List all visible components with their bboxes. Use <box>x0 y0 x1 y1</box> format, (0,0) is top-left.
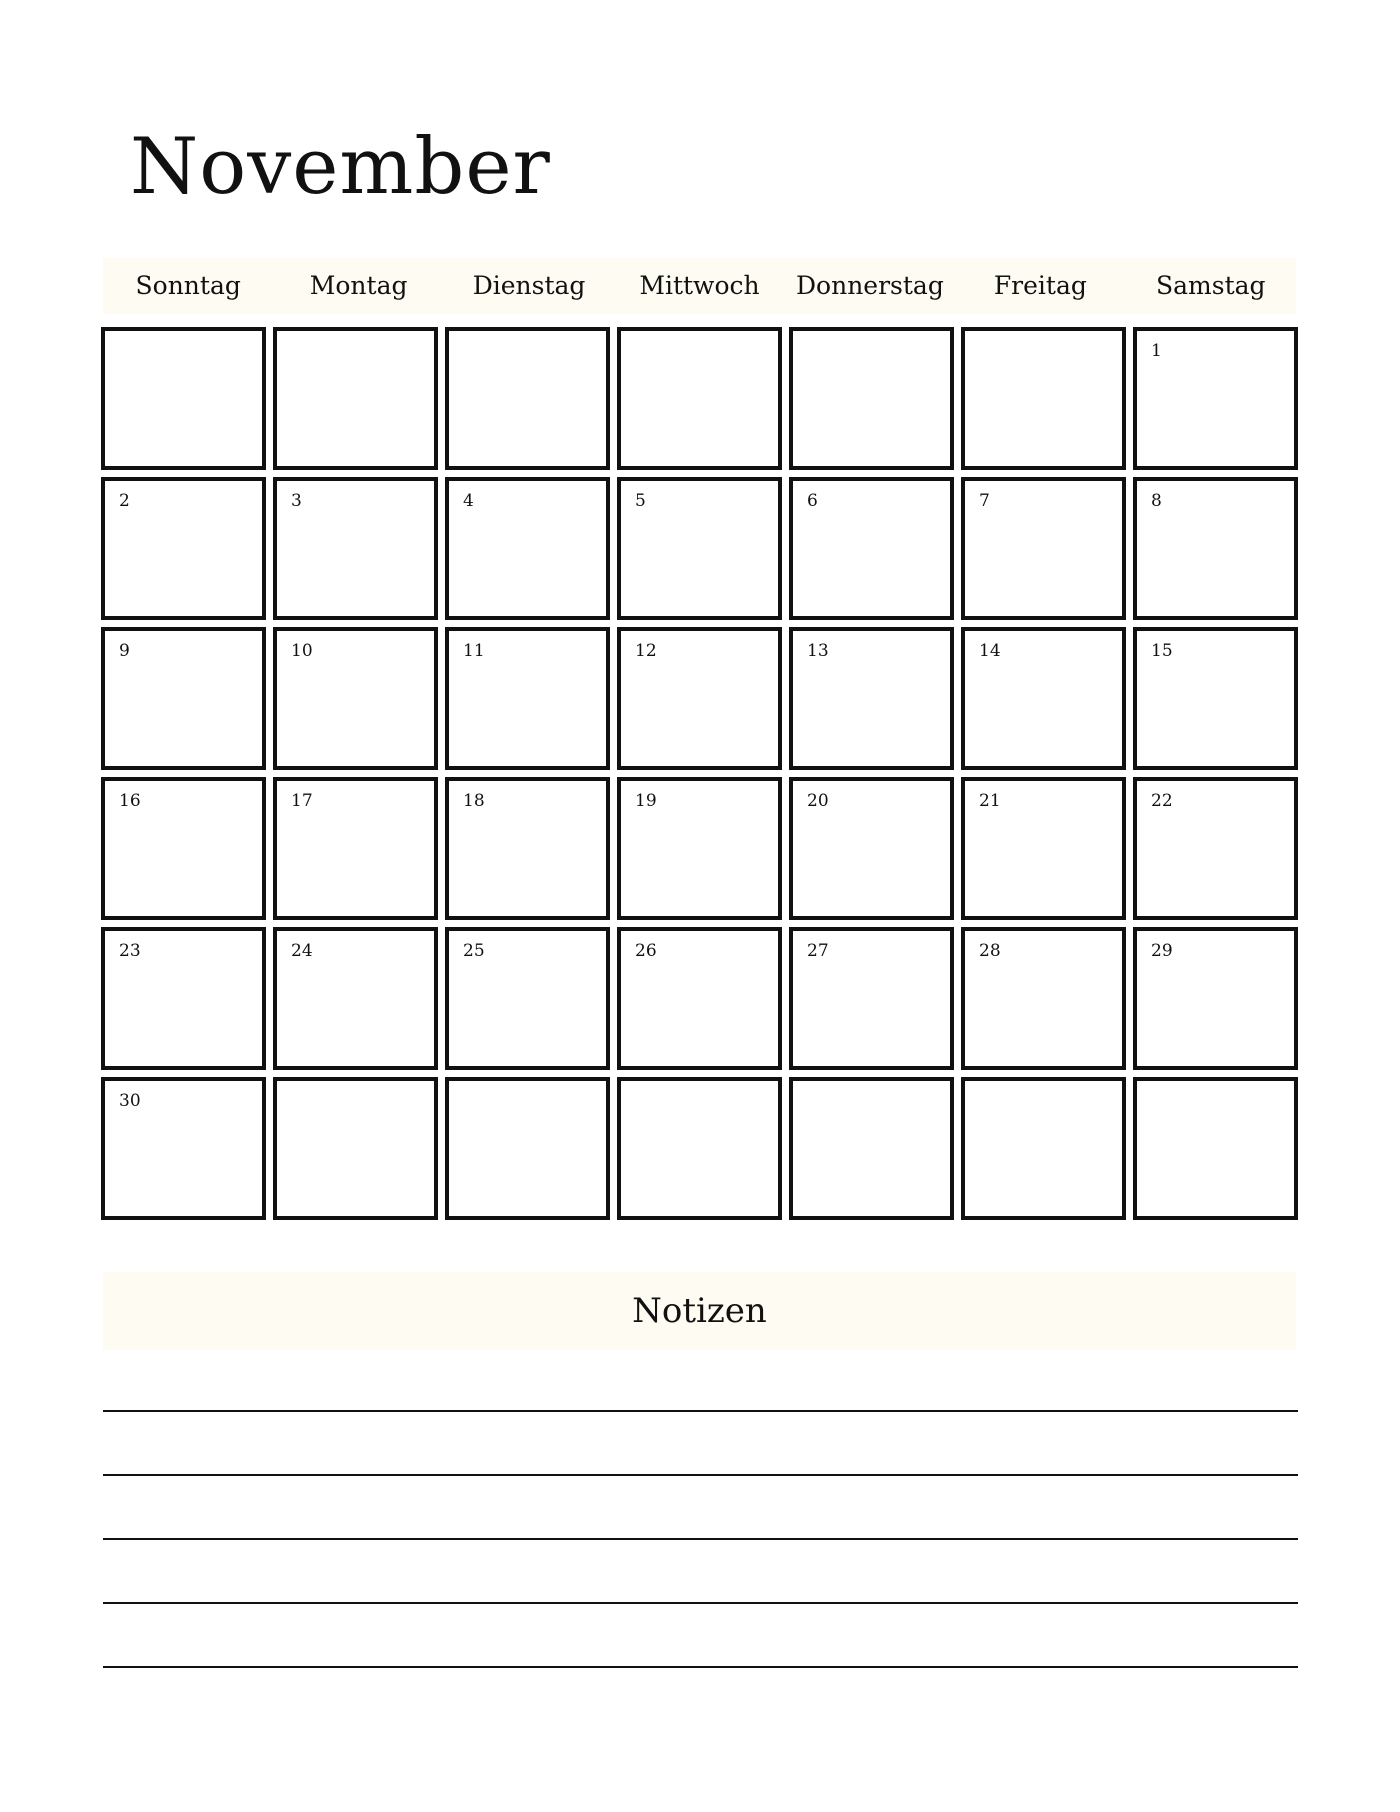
weekday-friday: Freitag <box>993 271 1087 300</box>
day-number: 6 <box>807 491 818 511</box>
day-number: 12 <box>635 641 657 661</box>
day-cell[interactable] <box>789 1077 954 1220</box>
note-line[interactable] <box>103 1410 1298 1412</box>
day-number: 26 <box>635 941 657 961</box>
day-cell[interactable] <box>445 927 610 1070</box>
day-cell[interactable] <box>445 1077 610 1220</box>
weekday-saturday: Samstag <box>1156 271 1266 300</box>
day-cell[interactable] <box>961 1077 1126 1220</box>
day-cell[interactable] <box>273 627 438 770</box>
day-cell[interactable] <box>445 477 610 620</box>
day-number: 4 <box>463 491 474 511</box>
day-cell[interactable] <box>445 777 610 920</box>
day-number: 29 <box>1151 941 1173 961</box>
day-number: 16 <box>119 791 141 811</box>
day-number: 10 <box>291 641 313 661</box>
weekday-header <box>103 258 1296 314</box>
day-number: 11 <box>463 641 485 661</box>
day-cell[interactable] <box>273 327 438 470</box>
day-cell[interactable] <box>273 927 438 1070</box>
note-line[interactable] <box>103 1474 1298 1476</box>
day-cell[interactable] <box>961 477 1126 620</box>
day-number: 23 <box>119 941 141 961</box>
day-cell[interactable] <box>1133 1077 1298 1220</box>
day-cell[interactable] <box>961 777 1126 920</box>
day-number: 13 <box>807 641 829 661</box>
day-cell[interactable] <box>1133 777 1298 920</box>
day-number: 20 <box>807 791 829 811</box>
day-number: 2 <box>119 491 130 511</box>
day-number: 9 <box>119 641 130 661</box>
day-cell[interactable] <box>1133 477 1298 620</box>
day-cell[interactable] <box>101 927 266 1070</box>
day-cell[interactable] <box>273 1077 438 1220</box>
day-cell[interactable] <box>961 927 1126 1070</box>
day-number: 27 <box>807 941 829 961</box>
day-number: 18 <box>463 791 485 811</box>
day-number: 24 <box>291 941 313 961</box>
day-cell[interactable] <box>617 477 782 620</box>
weekday-monday: Montag <box>309 271 408 300</box>
day-number: 15 <box>1151 641 1173 661</box>
day-number: 17 <box>291 791 313 811</box>
note-line[interactable] <box>103 1538 1298 1540</box>
day-cell[interactable] <box>789 777 954 920</box>
day-cell[interactable] <box>101 1077 266 1220</box>
day-number: 22 <box>1151 791 1173 811</box>
day-cell[interactable] <box>617 627 782 770</box>
day-number: 30 <box>119 1091 141 1111</box>
day-number: 25 <box>463 941 485 961</box>
day-cell[interactable] <box>1133 327 1298 470</box>
day-cell[interactable] <box>789 327 954 470</box>
notes-title: Notizen <box>632 1291 767 1331</box>
day-cell[interactable] <box>445 627 610 770</box>
day-cell[interactable] <box>101 777 266 920</box>
day-number: 7 <box>979 491 990 511</box>
month-title: November <box>130 122 551 212</box>
day-cell[interactable] <box>101 627 266 770</box>
weekday-tuesday: Dienstag <box>472 271 586 300</box>
day-cell[interactable] <box>1133 627 1298 770</box>
day-cell[interactable] <box>961 627 1126 770</box>
day-number: 28 <box>979 941 1001 961</box>
calendar-grid <box>101 327 1298 1220</box>
day-number: 3 <box>291 491 302 511</box>
day-number: 14 <box>979 641 1001 661</box>
weekday-sunday: Sonntag <box>135 271 241 300</box>
day-number: 19 <box>635 791 657 811</box>
day-cell[interactable] <box>101 327 266 470</box>
day-cell[interactable] <box>789 477 954 620</box>
day-cell[interactable] <box>273 777 438 920</box>
day-cell[interactable] <box>617 327 782 470</box>
day-cell[interactable] <box>273 477 438 620</box>
weekday-wednesday: Mittwoch <box>639 271 760 300</box>
day-cell[interactable] <box>961 327 1126 470</box>
note-line[interactable] <box>103 1602 1298 1604</box>
note-line[interactable] <box>103 1666 1298 1668</box>
day-number: 21 <box>979 791 1001 811</box>
day-cell[interactable] <box>617 1077 782 1220</box>
day-number: 8 <box>1151 491 1162 511</box>
day-cell[interactable] <box>789 927 954 1070</box>
weekday-thursday: Donnerstag <box>796 271 944 300</box>
day-cell[interactable] <box>101 477 266 620</box>
day-number: 5 <box>635 491 646 511</box>
day-number: 1 <box>1151 341 1162 361</box>
notes-lines <box>103 1410 1298 1730</box>
day-cell[interactable] <box>617 927 782 1070</box>
notes-header <box>103 1272 1296 1350</box>
day-cell[interactable] <box>445 327 610 470</box>
day-cell[interactable] <box>789 627 954 770</box>
day-cell[interactable] <box>1133 927 1298 1070</box>
day-cell[interactable] <box>617 777 782 920</box>
